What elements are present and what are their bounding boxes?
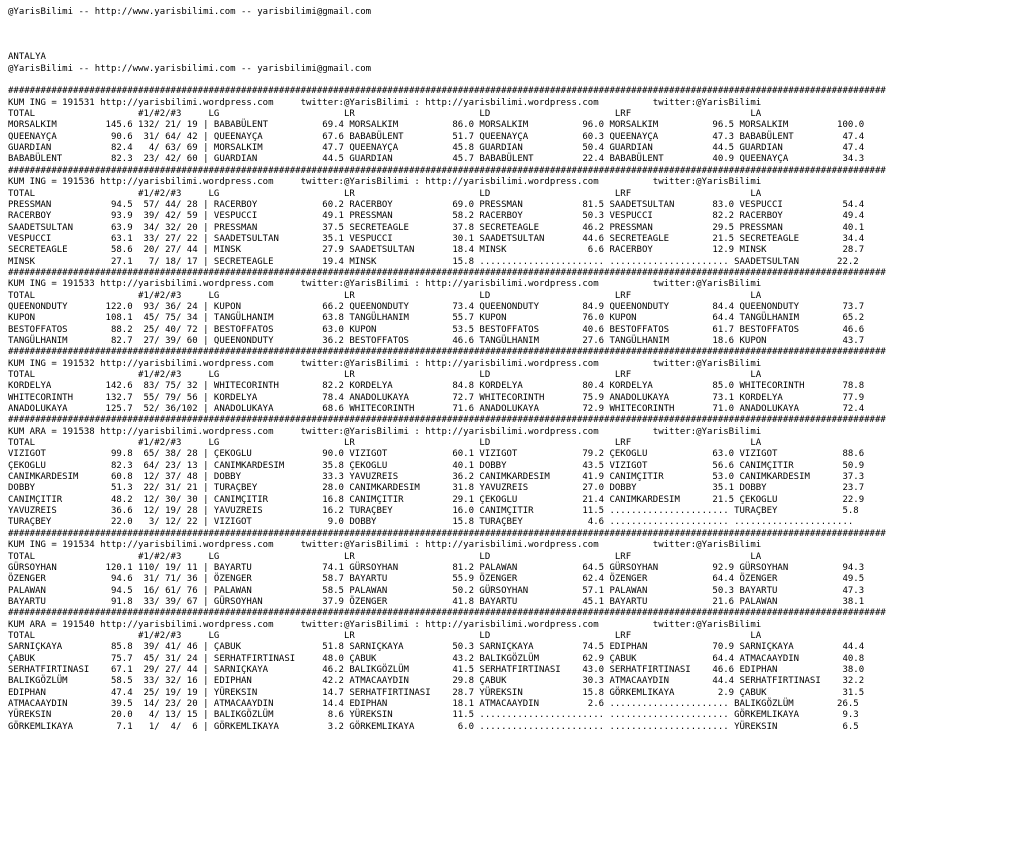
table-row: TANGÜLHANIM 82.7 27/ 39/ 60 | QUEENONDUTY 36.2 BESTOFFATOS 46.6 TANGÜLHANIM 27.6 TANGÜLHANIM 18.6 KUPON 43.7 — [8, 335, 865, 346]
race-header: KUM ARA = 191538 http://yarisbilimi.wordpress.com twitter:@YarisBilimi : http://yarisbilimi.wordpress.com twitter:@YarisBilimi — [8, 426, 762, 437]
race-header: KUM ING = 191532 http://yarisbilimi.wordpress.com twitter:@YarisBilimi : http://yarisbilimi.wordpress.com twitter:@YarisBilimi — [8, 358, 762, 369]
column-headers: TOTAL #1/#2/#3 LG LR LD LRF LA — [8, 188, 762, 199]
table-row: RACERBOY 93.9 39/ 42/ 59 | VESPUCCI 49.1 PRESSMAN 58.2 RACERBOY 50.3 VESPUCCI 82.2 RACERBOY 49.4 — [8, 211, 865, 222]
document-body — [8, 7, 1024, 733]
table-row: KUPON 108.1 45/ 75/ 34 | TANGÜLHANIM 63.8 TANGÜLHANIM 55.7 KUPON 76.0 KUPON 64.4 TANGÜLHANIM 65.2 — [8, 313, 865, 324]
table-row: CANIMKARDESIM 60.8 12/ 37/ 48 | DOBBY 33.3 YAVUZREIS 36.2 CANIMKARDESIM 41.9 CANIMÇITIR 53.0 CANIMKARDESIM 37.3 — [8, 472, 865, 483]
separator-line: ################################################################################################################################################################## — [8, 86, 886, 97]
table-row: EDIPHAN 47.4 25/ 19/ 19 | YÜREKSIN 14.7 SERHATFIRTINASI 28.7 YÜREKSIN 15.8 GÖRKEMLIKAYA 2.9 ÇABUK 31.5 — [8, 687, 865, 698]
table-row: GÖRKEMLIKAYA 7.1 1/ 4/ 6 | GÖRKEMLIKAYA 3.2 GÖRKEMLIKAYA 6.0 ....................... ...................... YÜREKSIN 6.5 — [8, 721, 859, 732]
table-row: PRESSMAN 94.5 57/ 44/ 28 | RACERBOY 60.2 RACERBOY 69.0 PRESSMAN 81.5 SAADETSULTAN 83.0 VESPUCCI 54.4 — [8, 199, 865, 210]
race-header: KUM ING = 191533 http://yarisbilimi.wordpress.com twitter:@YarisBilimi : http://yarisbilimi.wordpress.com twitter:@YarisBilimi — [8, 279, 762, 290]
table-row: VIZIGOT 99.8 65/ 38/ 28 | ÇEKOGLU 90.0 VIZIGOT 60.1 VIZIGOT 79.2 ÇEKOGLU 63.0 VIZIGOT 88.6 — [8, 449, 865, 460]
table-row: CANIMÇITIR 48.2 12/ 30/ 30 | CANIMÇITIR 16.8 CANIMÇITIR 29.1 ÇEKOGLU 21.4 CANIMKARDESIM 21.5 ÇEKOGLU 22.9 — [8, 494, 865, 505]
table-row: BAYARTU 91.8 33/ 39/ 67 | GÜRSOYHAN 37.9 ÖZENGER 41.8 BAYARTU 45.1 BAYARTU 21.6 PALAWAN 38.1 — [8, 596, 865, 607]
table-row: BABABÜLENT 82.3 23/ 42/ 60 | GUARDIAN 44.5 GUARDIAN 45.7 BABABÜLENT 22.4 BABABÜLENT 40.9 QUEENAYÇA 34.3 — [8, 154, 865, 165]
table-row: DOBBY 51.3 22/ 31/ 21 | TURAÇBEY 28.0 CANIMKARDESIM 31.8 YAVUZREIS 27.0 DOBBY 35.1 DOBBY 23.7 — [8, 483, 865, 494]
table-row: ÖZENGER 94.6 31/ 71/ 36 | ÖZENGER 58.7 BAYARTU 55.9 ÖZENGER 62.4 ÖZENGER 64.4 ÖZENGER 49.5 — [8, 574, 865, 585]
header-contact-line: @YarisBilimi -- http://www.yarisbilimi.com -- yarisbilimi@gmail.com — [8, 7, 372, 17]
separator-line: ################################################################################################################################################################## — [8, 528, 886, 539]
table-row: ANADOLUKAYA 125.7 52/ 36/102 | ANADOLUKAYA 68.6 WHITECORINTH 71.6 ANADOLUKAYA 72.9 WHITECORINTH 71.0 ANADOLUKAYA 72.4 — [8, 404, 865, 415]
table-row: SAADETSULTAN 63.9 34/ 32/ 20 | PRESSMAN 37.5 SECRETEAGLE 37.8 SECRETEAGLE 46.2 PRESSMAN 29.5 PRESSMAN 40.1 — [8, 222, 865, 233]
column-headers: TOTAL #1/#2/#3 LG LR LD LRF LA — [8, 551, 762, 562]
table-row: QUEENONDUTY 122.0 93/ 36/ 24 | KUPON 66.2 QUEENONDUTY 73.4 QUEENONDUTY 84.9 QUEENONDUTY 84.4 QUEENONDUTY 73.7 — [8, 301, 865, 312]
separator-line: ################################################################################################################################################################## — [8, 267, 886, 278]
header-contact-line: @YarisBilimi -- http://www.yarisbilimi.com -- yarisbilimi@gmail.com — [8, 63, 372, 74]
table-row: VESPUCCI 63.1 33/ 27/ 22 | SAADETSULTAN 35.1 VESPUCCI 30.1 SAADETSULTAN 44.6 SECRETEAGLE 21.5 SECRETEAGLE 34.4 — [8, 233, 865, 244]
separator-line: ################################################################################################################################################################## — [8, 347, 886, 358]
table-row: BESTOFFATOS 88.2 25/ 40/ 72 | BESTOFFATOS 63.0 KUPON 53.5 BESTOFFATOS 40.6 BESTOFFATOS 61.7 BESTOFFATOS 46.6 — [8, 324, 865, 335]
blank-line — [8, 18, 1024, 29]
column-headers: TOTAL #1/#2/#3 LG LR LD LRF LA — [8, 630, 762, 641]
table-row: KORDELYA 142.6 83/ 75/ 32 | WHITECORINTH 82.2 KORDELYA 84.8 KORDELYA 80.4 KORDELYA 85.0 WHITECORINTH 78.8 — [8, 381, 865, 392]
table-row: SECRETEAGLE 58.6 20/ 27/ 44 | MINSK 27.9 SAADETSULTAN 18.4 MINSK 6.6 RACERBOY 12.9 MINSK 28.7 — [8, 245, 865, 256]
table-row: GUARDIAN 82.4 4/ 63/ 69 | MORSALKIM 47.7 QUEENAYÇA 45.8 GUARDIAN 50.4 GUARDIAN 44.5 GUARDIAN 47.4 — [8, 143, 865, 154]
table-row: ATMACAAYDIN 39.5 14/ 23/ 20 | ATMACAAYDIN 14.4 EDIPHAN 18.1 ATMACAAYDIN 2.6 ...................... BALIKGÖZLÜM 26.5 — [8, 698, 859, 709]
table-row: ÇEKOGLU 82.3 64/ 23/ 13 | CANIMKARDESIM 35.8 ÇEKOGLU 40.1 DOBBY 43.5 VIZIGOT 56.6 CANIMÇITIR 50.9 — [8, 460, 865, 471]
race-header: KUM ING = 191531 http://yarisbilimi.wordpress.com twitter:@YarisBilimi : http://yarisbilimi.wordpress.com twitter:@YarisBilimi — [8, 97, 762, 108]
table-row: MORSALKIM 145.6 132/ 21/ 19 | BABABÜLENT 69.4 MORSALKIM 86.0 MORSALKIM 96.0 MORSALKIM 96.5 MORSALKIM 100.0 — [8, 120, 865, 131]
blank-line — [8, 41, 1024, 52]
table-row: WHITECORINTH 132.7 55/ 79/ 56 | KORDELYA 78.4 ANADOLUKAYA 72.7 WHITECORINTH 75.9 ANADOLUKAYA 73.1 KORDELYA 77.9 — [8, 392, 865, 403]
column-headers: TOTAL #1/#2/#3 LG LR LD LRF LA — [8, 109, 762, 120]
race-header: KUM ING = 191534 http://yarisbilimi.wordpress.com twitter:@YarisBilimi : http://yarisbilimi.wordpress.com twitter:@YarisBilimi — [8, 540, 762, 551]
separator-line: ################################################################################################################################################################## — [8, 608, 886, 619]
table-row: SARNIÇKAYA 85.8 39/ 41/ 46 | ÇABUK 51.8 SARNIÇKAYA 50.3 SARNIÇKAYA 74.5 EDIPHAN 70.9 SARNIÇKAYA 44.4 — [8, 642, 865, 653]
table-row: QUEENAYÇA 90.6 31/ 64/ 42 | QUEENAYÇA 67.6 BABABÜLENT 51.7 QUEENAYÇA 60.3 QUEENAYÇA 47.3 BABABÜLENT 47.4 — [8, 131, 865, 142]
city-title: ANTALYA — [8, 52, 46, 63]
table-row: MINSK 27.1 7/ 18/ 17 | SECRETEAGLE 19.4 MINSK 15.8 ....................... ...................... SAADETSULTAN 22.2 — [8, 256, 859, 267]
table-row: ÇABUK 75.7 45/ 31/ 24 | SERHATFIRTINASI 48.0 ÇABUK 43.2 BALIKGÖZLÜM 62.9 ÇABUK 64.4 ATMACAAYDIN 40.8 — [8, 653, 865, 664]
table-row: YAVUZREIS 36.6 12/ 19/ 28 | YAVUZREIS 16.2 TURAÇBEY 16.0 CANIMÇITIR 11.5 ...................... TURAÇBEY 5.8 — [8, 506, 859, 517]
blank-line — [8, 75, 1024, 86]
race-header: KUM ARA = 191540 http://yarisbilimi.wordpress.com twitter:@YarisBilimi : http://yarisbilimi.wordpress.com twitter:@YarisBilimi — [8, 619, 762, 630]
column-headers: TOTAL #1/#2/#3 LG LR LD LRF LA — [8, 438, 762, 449]
race-header: KUM ING = 191536 http://yarisbilimi.wordpress.com twitter:@YarisBilimi : http://yarisbilimi.wordpress.com twitter:@YarisBilimi — [8, 177, 762, 188]
table-row: YÜREKSIN 20.0 4/ 13/ 15 | BALIKGÖZLÜM 8.6 YÜREKSIN 11.5 ....................... ...................... GÖRKEMLIKAYA 9.3 — [8, 710, 859, 721]
table-row: TURAÇBEY 22.0 3/ 12/ 22 | VIZIGOT 9.0 DOBBY 15.8 TURAÇBEY 4.6 ...................... ...................... — [8, 517, 854, 528]
separator-line: ################################################################################################################################################################## — [8, 415, 886, 426]
table-row: BALIKGÖZLÜM 58.5 33/ 32/ 16 | EDIPHAN 42.2 ATMACAAYDIN 29.8 ÇABUK 30.3 ATMACAAYDIN 44.4 SERHATFIRTINASI 32.2 — [8, 676, 865, 687]
table-row: PALAWAN 94.5 16/ 61/ 76 | PALAWAN 58.5 PALAWAN 50.2 GÜRSOYHAN 57.1 PALAWAN 50.3 BAYARTU 47.3 — [8, 585, 865, 596]
column-headers: TOTAL #1/#2/#3 LG LR LD LRF LA — [8, 290, 762, 301]
column-headers: TOTAL #1/#2/#3 LG LR LD LRF LA — [8, 370, 762, 380]
blank-line — [8, 30, 1024, 41]
table-row: GÜRSOYHAN 120.1 110/ 19/ 11 | BAYARTU 74.1 GÜRSOYHAN 81.2 PALAWAN 64.5 GÜRSOYHAN 92.9 GÜRSOYHAN 94.3 — [8, 562, 865, 573]
table-row: SERHATFIRTINASI 67.1 29/ 27/ 44 | SARNIÇKAYA 46.2 BALIKGÖZLÜM 41.5 SERHATFIRTINASI 43.0 SERHATFIRTINASI 46.6 EDIPHAN 38.0 — [8, 664, 865, 675]
separator-line: ################################################################################################################################################################## — [8, 165, 886, 176]
